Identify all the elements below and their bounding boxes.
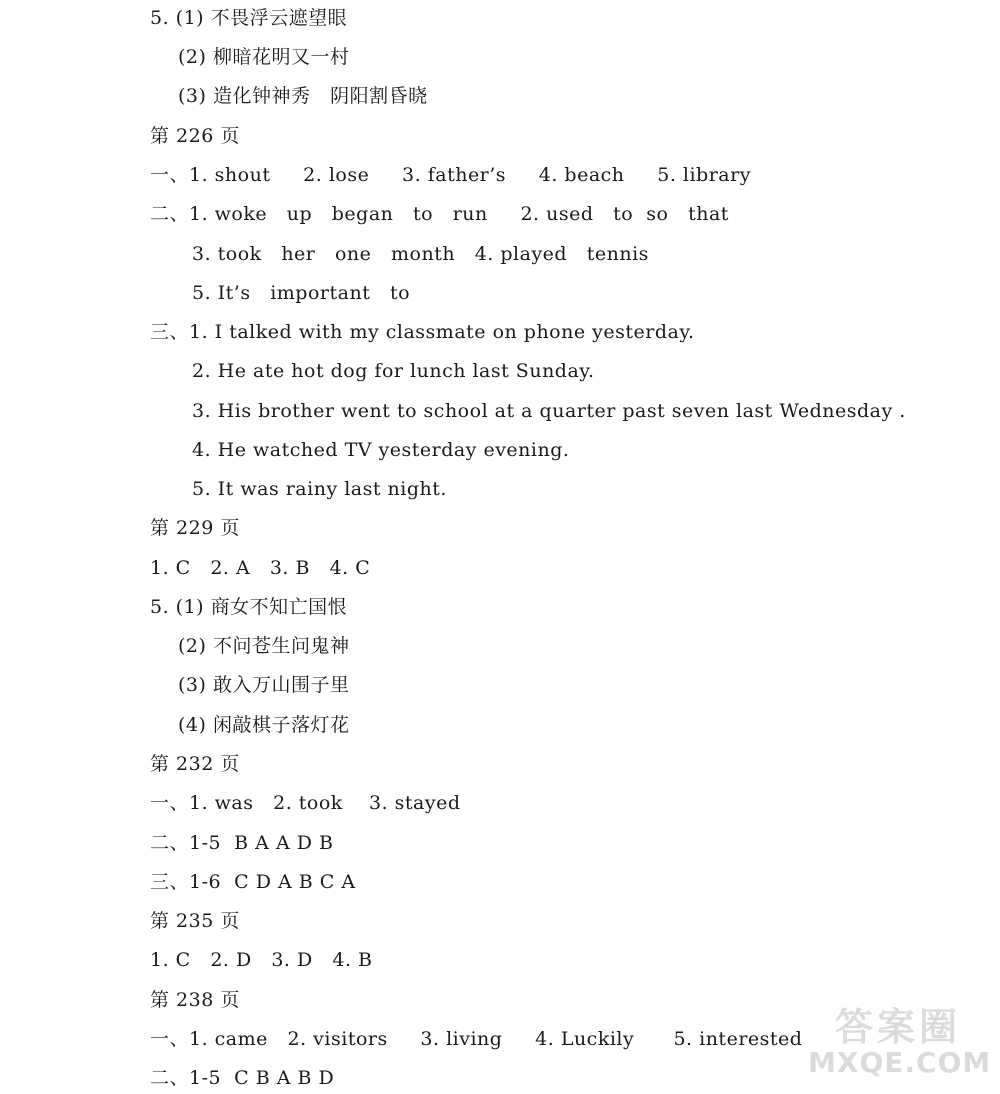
line-232-part2: 二、1-5 B A A D B — [150, 832, 334, 854]
line-poem-5-3: (3) 造化钟神秀 阴阳割昏晓 — [178, 85, 428, 107]
watermark-site-url: MXQE.COM — [808, 1046, 992, 1079]
line-226-part2-a: 二、1. woke up began to run 2. used to so that — [150, 203, 729, 225]
line-226-part3-4: 4. He watched TV yesterday evening. — [192, 439, 570, 461]
line-poem-5-2: (2) 柳暗花明又一村 — [178, 46, 350, 68]
line-226-part3-1: 三、1. I talked with my classmate on phone yesterday. — [150, 321, 695, 343]
line-poem-5-1: 5. (1) 不畏浮云遮望眼 — [150, 7, 348, 29]
watermark-brand-text: 答案圈 — [834, 1005, 961, 1049]
page-heading-226: 第 226 页 — [150, 125, 240, 147]
page-heading-232: 第 232 页 — [150, 753, 240, 775]
line-226-part3-2: 2. He ate hot dog for lunch last Sunday. — [192, 360, 595, 382]
line-232-part3: 三、1-6 C D A B C A — [150, 871, 356, 893]
line-238-part1: 一、1. came 2. visitors 3. living 4. Luckily 5. interested — [150, 1028, 803, 1050]
page-heading-238: 第 238 页 — [150, 989, 240, 1011]
line-229-poem-2: (2) 不问苍生问鬼神 — [178, 635, 350, 657]
line-229-poem-4: (4) 闲敲棋子落灯花 — [178, 714, 350, 736]
line-238-part2: 二、1-5 C B A B D — [150, 1067, 335, 1089]
line-229-poem-3: (3) 敢入万山围子里 — [178, 674, 350, 696]
line-229-poem-1: 5. (1) 商女不知亡国恨 — [150, 596, 348, 618]
line-226-part3-3: 3. His brother went to school at a quarter past seven last Wednesday . — [192, 400, 906, 422]
page-heading-229: 第 229 页 — [150, 517, 240, 539]
page-heading-235: 第 235 页 — [150, 910, 240, 932]
site-watermark-logo — [808, 996, 992, 1086]
line-226-part3-5: 5. It was rainy last night. — [192, 478, 447, 500]
line-232-part1: 一、1. was 2. took 3. stayed — [150, 792, 461, 814]
line-226-part2-b: 3. took her one month 4. played tennis — [192, 243, 649, 265]
line-229-choices: 1. C 2. A 3. B 4. C — [150, 557, 371, 579]
line-226-part1: 一、1. shout 2. lose 3. father’s 4. beach 5. library — [150, 164, 751, 186]
line-226-part2-c: 5. It’s important to — [192, 282, 411, 304]
line-235-choices: 1. C 2. D 3. D 4. B — [150, 949, 373, 971]
